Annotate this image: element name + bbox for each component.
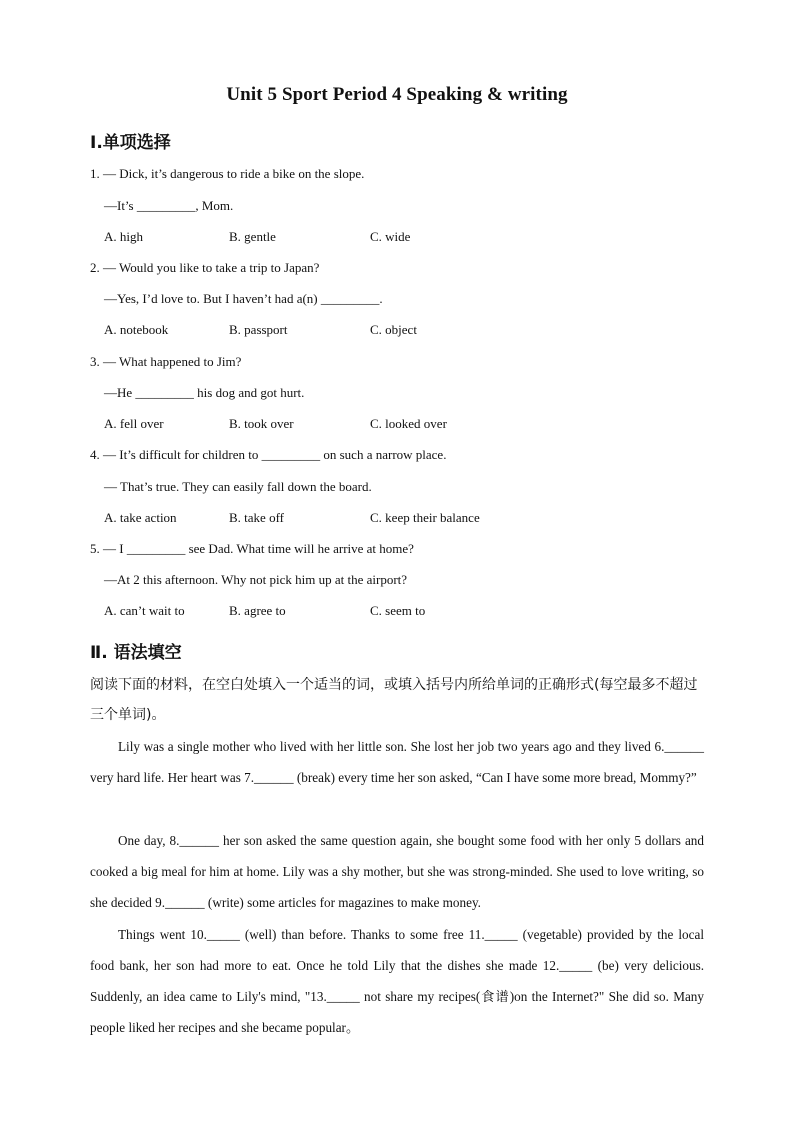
question-1: 1. — Dick, it’s dangerous to ride a bike on the slope. — [90, 166, 365, 181]
question-2-option-c[interactable]: C. object — [370, 322, 417, 337]
question-4-answer-line: — That’s true. They can easily fall down the board. — [104, 479, 372, 494]
question-3-option-b[interactable]: B. took over — [229, 416, 294, 431]
question-5-option-a[interactable]: A. can’t wait to — [104, 603, 185, 618]
passage-paragraph-3: Things went 10._____ (well) than before. Thanks to some free 11._____ (vegetable) provided by the local food bank, her son had more to eat. Once he told Lily that the dishes she made 12._____ (be) very delicious. Suddenly, an idea came to Lily's mind, "13._____ not share my recipes(食谱)on the Internet?" She did so. Many people liked her recipes and she became popular。 — [90, 927, 704, 1035]
question-2-option-b[interactable]: B. passport — [229, 322, 288, 337]
question-2-option-a[interactable]: A. notebook — [104, 322, 169, 337]
question-3: 3. — What happened to Jim? — [90, 354, 242, 369]
question-2-answer-line: —Yes, I’d love to. But I haven’t had a(n) _________. — [104, 291, 383, 306]
question-1-option-a[interactable]: A. high — [104, 229, 143, 244]
question-5: 5. — I _________ see Dad. What time will he arrive at home? — [90, 541, 414, 556]
section-1-heading: Ⅰ.单项选择 — [90, 133, 171, 153]
question-1-answer-line: —It’s _________, Mom. — [104, 198, 234, 213]
page-title: Unit 5 Sport Period 4 Speaking & writing — [226, 84, 568, 105]
question-5-option-c[interactable]: C. seem to — [370, 603, 426, 618]
section-2-heading: Ⅱ. 语法填空 — [90, 643, 182, 663]
question-3-option-c[interactable]: C. looked over — [370, 416, 447, 431]
section-2-instruction: 阅读下面的材料，在空白处填入一个适当的词，或填入括号内所给单词的正确形式(每空最多不超过三个单词)。 — [90, 677, 698, 723]
question-4: 4. — It’s difficult for children to _________ on such a narrow place. — [90, 447, 447, 462]
question-1-option-c[interactable]: C. wide — [370, 229, 411, 244]
question-5-option-b[interactable]: B. agree to — [229, 603, 286, 618]
passage-paragraph-1: Lily was a single mother who lived with her little son. She lost her job two years ago and they lived 6.______ very hard life. Her heart was 7.______ (break) every time her son asked, “Can I have some more bread, Mommy?” — [90, 739, 704, 785]
question-5-answer-line: —At 2 this afternoon. Why not pick him up at the airport? — [104, 572, 408, 587]
question-4-option-b[interactable]: B. take off — [229, 510, 284, 525]
question-1-option-b[interactable]: B. gentle — [229, 229, 276, 244]
passage-paragraph-2: One day, 8.______ her son asked the same question again, she bought some food with her only 5 dollars and cooked a big meal for him at home. Lily was a shy mother, but she was strong-minded. She used to love writing, so she decided 9.______ (write) some articles for magazines to make money. — [90, 833, 704, 910]
question-4-option-a[interactable]: A. take action — [104, 510, 177, 525]
question-2: 2. — Would you like to take a trip to Japan? — [90, 260, 320, 275]
question-3-option-a[interactable]: A. fell over — [104, 416, 164, 431]
question-4-option-c[interactable]: C. keep their balance — [370, 510, 480, 525]
question-3-answer-line: —He _________ his dog and got hurt. — [104, 385, 305, 400]
